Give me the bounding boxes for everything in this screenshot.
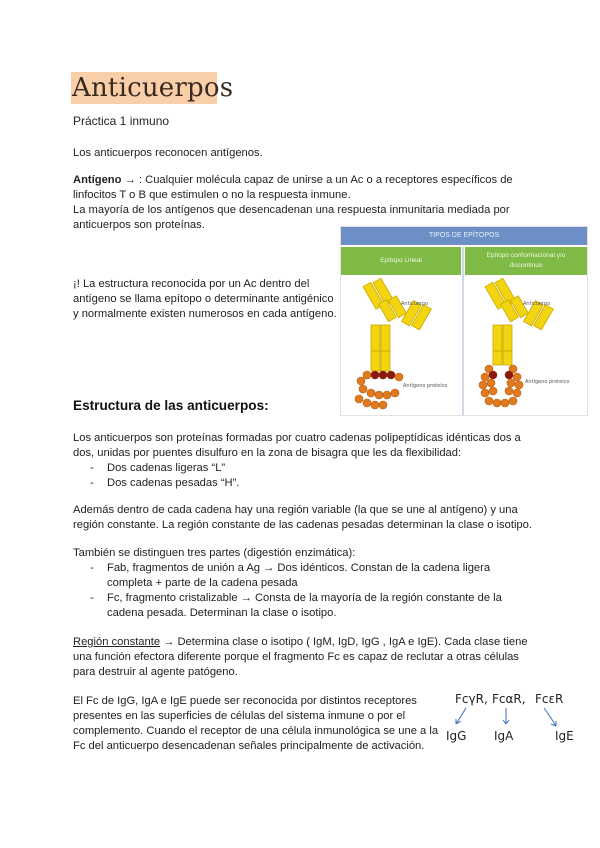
bullet-dash: -: [90, 477, 94, 489]
figure-label-antibody-left: Anticuerpo: [401, 301, 429, 307]
bullet-dash: -: [90, 592, 94, 604]
region-constante-line2: una función efectora diferente porque el fragmento Fc es capaz de reclutar a otras células: [73, 651, 519, 663]
antigeno-line2: linfocitos T o B que estimulen o no la respuesta inmune.: [73, 189, 351, 201]
bullet-dash: -: [90, 462, 94, 474]
receptor-fcer: FcεR: [535, 692, 564, 706]
figure-label-antibody-right: Anticuerpo: [523, 301, 551, 307]
antigeno-arrow: → :: [121, 174, 146, 186]
parts-fab-line2: completa + parte de la cadena pesada: [107, 577, 298, 589]
antigeno-term: Antígeno: [73, 174, 122, 186]
epitope-line2: antígeno se llama epítopo o determinante antigénico: [73, 293, 334, 305]
structure-line2: dos, unidas por puentes disulfuro en la zona de bisagra que les da flexibilidad:: [73, 447, 462, 459]
fc-line1: El Fc de IgG, IgA e IgE puede ser reconocida por distintos receptores: [73, 695, 417, 707]
antigeno-line3: La mayoría de los antígenos que desencadenan una respuesta inmunitaria mediada por: [73, 204, 510, 216]
figure-header: TIPOS DE EPÍTOPOS: [341, 227, 587, 245]
isotype-igg: IgG: [446, 729, 467, 743]
figure-col-lineal: Epítopo Lineal: [341, 247, 461, 275]
epitope-types-figure: [340, 226, 588, 416]
regions-line1: Además dentro de cada cadena hay una región variable (la que se une al antígeno) y una: [73, 504, 518, 516]
figure-col2-line1: Epítopo conformacional y/o: [486, 252, 566, 259]
figure-label-antigen-left: Antígeno proteico: [403, 383, 448, 389]
fc-line4: Fc del anticuerpo desencadenan señales principalmente de activación.: [73, 740, 425, 752]
region-constante-term: Región constante: [73, 636, 161, 648]
structure-line1: Los anticuerpos son proteínas formadas por cuatro cadenas polipeptídicas idénticas dos a: [73, 432, 521, 444]
parts-fab-line1: Fab, fragmentos de unión a Ag → Dos idénticos. Constan de la cadena ligera: [107, 562, 491, 574]
section-title: Estructura de las anticuerpos:: [73, 398, 269, 413]
epitope-line1: ¡! La estructura reconocida por un Ac dentro del: [73, 278, 310, 290]
figure-col-conformacional: [465, 247, 587, 275]
parts-fc-line2: cadena pesada. Determinan la clase o isotipo.: [107, 607, 337, 619]
figure-col2-line2: discontinuo: [509, 262, 543, 269]
isotype-ige: IgE: [555, 729, 574, 743]
region-constante-line3: para destruir al agente patógeno.: [73, 666, 238, 678]
fc-line2: presentes en las superficies de células del sistema inmune o por el: [73, 710, 406, 722]
region-constante-line1: [73, 635, 528, 650]
antibody-diagram-svg: [341, 275, 587, 415]
fc-line3: complemento. Cuando el receptor de una célula inmunológica se une a la: [73, 725, 439, 737]
subtitle: Práctica 1 inmuno: [73, 114, 170, 128]
antibody-left: [355, 278, 447, 409]
intro-text: Los anticuerpos reconocen antígenos.: [73, 147, 263, 159]
receptor-fcgr: FcγR,: [455, 692, 488, 706]
antigeno-line4: anticuerpos son proteínas.: [73, 219, 205, 231]
parts-intro: También se distinguen tres partes (digestión enzimática):: [73, 547, 356, 559]
antigeno-line1: [73, 173, 513, 188]
region-constante-text: → Determina clase o isotipo ( IgM, IgD, IgG , IgA e IgE). Cada clase tiene: [160, 636, 528, 648]
bullet-dash: -: [90, 562, 94, 574]
bullet-pesadas: Dos cadenas pesadas “H”.: [107, 477, 240, 489]
receptor-fcar: FcαR,: [492, 692, 526, 706]
regions-line2: región constante. La región constante de las cadenas pesadas determinan la clase o isotipo.: [73, 519, 532, 531]
figure-label-antigen-right: Antígeno proteico: [525, 379, 570, 385]
page-title: Anticuerpos: [72, 73, 234, 103]
bullet-ligeras: Dos cadenas ligeras “L”: [107, 462, 226, 474]
isotype-iga: IgA: [494, 729, 514, 743]
epitope-line3: y normalmente existen numerosos en cada antígeno.: [73, 308, 337, 320]
parts-fc-line1: Fc, fragmento cristalizable → Consta de la mayoría de la región constante de la: [107, 592, 502, 604]
antibody-right: [479, 278, 569, 407]
antigeno-definition: Cualquier molécula capaz de unirse a un Ac o a receptores específicos de: [145, 174, 513, 186]
